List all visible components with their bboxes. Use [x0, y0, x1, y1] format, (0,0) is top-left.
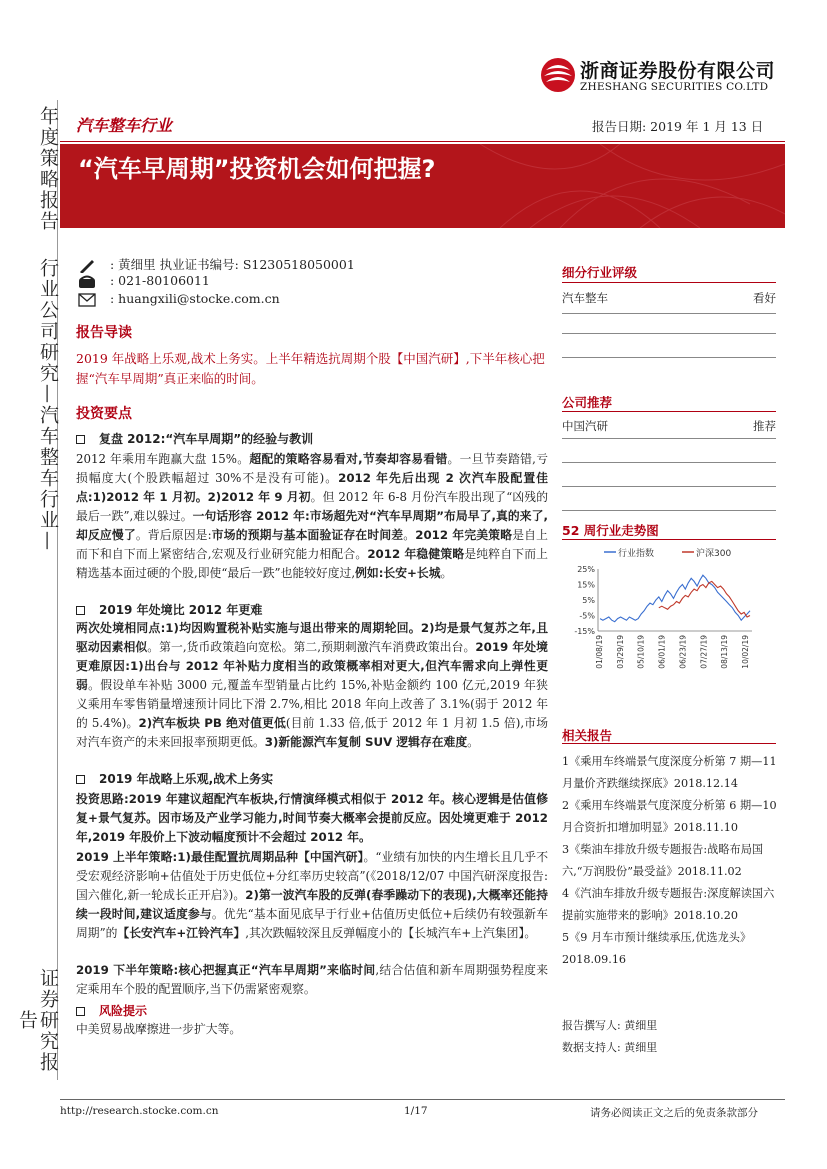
email-text[interactable]: : huangxili@stocke.com.cn — [110, 291, 280, 306]
text-segment: 2019 下半年策略:核心把握真正“汽车早周期”来临时间 — [76, 963, 376, 977]
related-heading: 相关报告 — [562, 728, 613, 743]
paragraph-investment-idea — [76, 790, 548, 847]
text-segment: 。 — [467, 735, 479, 749]
text-segment: 2019 年处境更难原因:1)出台与 2012 年补贴力度相当的政策概率相对更大,但汽车需求向上弹性更弱 — [76, 640, 548, 692]
legend-label: 行业指数 — [618, 549, 655, 559]
page-title: “汽车早周期”投资机会如何把握? — [78, 155, 436, 183]
phone-text: : 021-80106011 — [110, 273, 210, 288]
rating-value: 看好 — [753, 291, 776, 305]
rule — [562, 462, 776, 463]
text-segment: 投资思路:2019 年建议超配汽车板块,行情演绎模式相似于 2012 年。核心逻辑是估值修复+景气复苏。因市场及产业学习能力,时间节奏大概率会提前反应。因处境更难于 2012 年,2019 年股价上下波动幅度预计不会超过 2012 年。 — [76, 792, 548, 844]
related-report-item[interactable]: 1《乘用车终端景气度深度分析第 7 期—11 月量价齐跌继续探底》2018.12.14 — [562, 755, 777, 790]
guide-text: 2019 年战略上乐观,战术上务实。上半年精选抗周期个股【中国汽研】,下半年核心把握“汽车早周期”真正来临的时间。 — [76, 351, 545, 386]
company-divider — [562, 411, 776, 412]
email-line[interactable] — [78, 291, 280, 307]
header-divider — [60, 141, 785, 142]
rating-heading: 细分行业评级 — [562, 265, 638, 280]
checkbox-square-icon — [76, 775, 85, 784]
company-name: 中国汽研 — [562, 419, 608, 433]
text-segment: 2019 上半年策略:1)最佳配置抗周期品种【中国汽研】 — [76, 850, 364, 864]
related-divider — [562, 743, 776, 744]
series-line-沪深300 — [659, 581, 750, 617]
text-segment: (目前 1.33 倍,低于 2012 年 1 月初 1.5 倍),市场对汽车资产的未来回报率预期更低。 — [76, 716, 549, 749]
text-segment: 两次处境相同点:1)均因购置税补贴实施与退出带来的周期轮回。2)均是景气复苏之年,且驱动因素相似 — [76, 621, 548, 654]
text-segment: 【长安汽车+江铃汽车】 — [117, 926, 246, 940]
text-segment: 。假设单车补贴 3000 元,覆盖车型销量占比约 15%,补贴金额约 100 亿元,2019 年狭义乘用车零售销量增速预计同比下滑 2.7%,相比 2018 年向上改善了 3.1%(弱于 2012 年的 5.4%)。 — [76, 678, 548, 730]
logo-mark-icon — [538, 56, 578, 94]
bullet-review-2012-text: 复盘 2012:“汽车早周期”的经验与教训 — [99, 432, 314, 446]
text-segment: 。但 2012 年 6-8 月份汽车股出现了“凶残的最后一跌”,难以躲过。 — [76, 490, 548, 523]
footer-disclaimer: 请务必阅读正文之后的免责条款部分 — [590, 1107, 758, 1119]
bullet-risk-text: 风险提示 — [99, 1004, 148, 1018]
industry-trend-chart — [562, 543, 776, 695]
text-segment: 。 — [403, 528, 416, 542]
guide-heading: 报告导读 — [76, 325, 132, 341]
industry-tag: 汽车整车行业 — [76, 116, 173, 135]
company-row — [562, 418, 776, 434]
sidebar-source: 证券研究报告 — [16, 967, 59, 1073]
text-segment: 2012 年先后出现 2 次汽车股配置佳点:1)2012 年 1 月初。2)2012 年 9 月初 — [76, 471, 548, 504]
report-date: 报告日期: 2019 年 1 月 13 日 — [592, 119, 764, 134]
company-name-cn: 浙商证券股份有限公司 — [580, 60, 776, 82]
checkbox-square-icon — [76, 606, 85, 615]
text-segment: 。“业绩有加快的内生增长且几乎不受宏观经济影响+估值处于历史低位+分红率历史较高”(《2018/12/07 中国汽研深度报告:国六催化,新一轮成长正开启》)。 — [76, 850, 548, 902]
rule — [562, 313, 776, 314]
paragraph-review — [76, 450, 548, 583]
footer-divider — [60, 1099, 785, 1100]
series-line-行业指数 — [600, 575, 750, 622]
text-segment: 2012 年稳健策略 — [367, 547, 465, 561]
rule — [562, 438, 776, 439]
company-logo — [538, 54, 778, 98]
data-support: 数据支持人: 黄细里 — [562, 1041, 658, 1054]
y-tick-label: -5% — [579, 611, 595, 621]
bullet-harder-2019 — [76, 601, 262, 618]
text-segment: 2)第一波汽车股的反弹(春季躁动下的表现),大概率还能持续一段时间,建议适度参与 — [76, 888, 548, 921]
x-tick-label: 06/23/19 — [678, 635, 688, 669]
rule — [562, 510, 776, 511]
sidebar-report-type: 年度策略报告 — [37, 106, 59, 232]
related-report-item[interactable]: 5《9 月车市预计继续承压,优选龙头》2018.09.16 — [562, 931, 752, 966]
text-segment: ,结合估值和新车周期强势程度来定乘用车个股的配置顺序,当下仍需紧密观察。 — [76, 963, 548, 996]
x-tick-label: 05/10/19 — [636, 635, 646, 669]
page-number: 1/17 — [404, 1105, 428, 1117]
chart-heading: 52 周行业走势图 — [562, 523, 659, 538]
text-segment: ,其次跌幅较深且反弹幅度小的【长城汽车+上汽集团】。 — [245, 926, 537, 940]
x-tick-label: 01/08/19 — [595, 635, 604, 669]
rating-divider — [562, 282, 776, 283]
company-name-en: ZHESHANG SECURITIES CO.LTD — [580, 81, 769, 93]
left-sidebar — [16, 100, 59, 1080]
y-tick-label: -15% — [574, 627, 595, 636]
points-heading: 投资要点 — [76, 406, 132, 422]
company-heading: 公司推荐 — [562, 395, 613, 410]
bullet-strategy-2019 — [76, 770, 273, 787]
company-value: 推荐 — [753, 419, 776, 433]
text-segment: 2012 年完美策略 — [415, 528, 513, 542]
text-segment: 。背后原因是: — [135, 528, 212, 542]
text-segment: 超配的策略容易看对,节奏却容易看错 — [249, 452, 448, 466]
y-tick-label: 25% — [577, 565, 595, 574]
footer-url[interactable]: http://research.stocke.com.cn — [60, 1105, 219, 1117]
related-report-item[interactable]: 2《乘用车终端景气度深度分析第 6 期—10 月合资折扣增加明显》2018.11.10 — [562, 799, 777, 834]
paragraph-harder — [76, 619, 548, 752]
rating-name: 汽车整车 — [562, 291, 608, 305]
checkbox-square-icon — [76, 1007, 85, 1016]
text-segment: 市场的预期与基本面验证存在时间差 — [211, 528, 404, 542]
sidebar-category: 行业公司研究—汽车整车行业— — [37, 258, 59, 552]
text-segment: 一句话形容 2012 年:市场超先对“汽车早周期”布局早了,真的来了,却反应慢了 — [76, 509, 548, 542]
pen-icon — [78, 259, 96, 273]
rating-row — [562, 290, 776, 306]
phone-line — [78, 273, 210, 289]
mail-icon — [78, 293, 96, 307]
text-segment: 。 — [440, 566, 453, 580]
legend-label: 沪深300 — [696, 549, 732, 559]
analyst-text: : 黄细里 执业证书编号: S1230518050001 — [110, 257, 355, 272]
x-tick-label: 08/13/19 — [720, 635, 730, 669]
related-report-item[interactable]: 3《柴油车排放升级专题报告:战略布局国六,“万润股份”最受益》2018.11.02 — [562, 843, 764, 878]
x-tick-label: 03/29/19 — [615, 635, 625, 669]
x-tick-label: 06/01/19 — [657, 635, 667, 669]
text-segment: 2)汽车板块 PB 绝对值更低 — [138, 716, 286, 730]
rule — [562, 486, 776, 487]
analyst-line — [78, 255, 355, 273]
bullet-harder-2019-text: 2019 年处境比 2012 年更难 — [99, 603, 263, 617]
text-segment: 。一旦节奏踏错,亏损幅度大(个股跌幅超过 30%不是没有可能)。 — [76, 452, 548, 485]
bullet-risk — [76, 1002, 147, 1019]
related-reports-list — [562, 751, 782, 971]
rule — [562, 357, 776, 358]
bullet-review-2012 — [76, 430, 313, 447]
x-tick-label: 10/02/19 — [741, 635, 750, 669]
paragraph-h1-strategy — [76, 848, 548, 943]
x-tick-label: 07/27/19 — [699, 635, 709, 669]
text-segment: 。优先“基本面见底早于行业+估值历史低位+后续仍有较强新车周期”的 — [76, 907, 549, 940]
text-segment: 2012 年乘用车跑赢大盘 15%。 — [76, 452, 250, 466]
text-segment: 例如:长安+长城 — [355, 566, 441, 580]
risk-text: 中美贸易战摩擦进一步扩大等。 — [76, 1022, 242, 1036]
bullet-strategy-2019-text: 2019 年战略上乐观,战术上务实 — [99, 772, 274, 786]
rule — [562, 333, 776, 334]
y-tick-label: 15% — [577, 580, 595, 590]
text-segment: 是自上而下和自下而上紧密结合,宏观及行业研究能力相配合。 — [76, 528, 548, 561]
report-writer: 报告撰写人: 黄细里 — [562, 1019, 658, 1032]
paragraph-h2-strategy — [76, 961, 548, 999]
text-segment: 。第一,货币政策趋向宽松。第二,预期刺激汽车消费政策出台。 — [147, 640, 476, 654]
text-segment: 3)新能源汽车复制 SUV 逻辑存在难度 — [264, 735, 468, 749]
related-report-item[interactable]: 4《汽油车排放升级专题报告:深度解读国六提前实施带来的影响》2018.10.20 — [562, 887, 775, 922]
chart-divider — [562, 539, 776, 540]
text-segment: 是纯粹自下而上精选基本面过硬的个股,即使“最后一跌”也能较好度过, — [76, 547, 548, 580]
y-tick-label: 5% — [582, 596, 595, 605]
checkbox-square-icon — [76, 435, 85, 444]
phone-icon — [78, 275, 96, 289]
